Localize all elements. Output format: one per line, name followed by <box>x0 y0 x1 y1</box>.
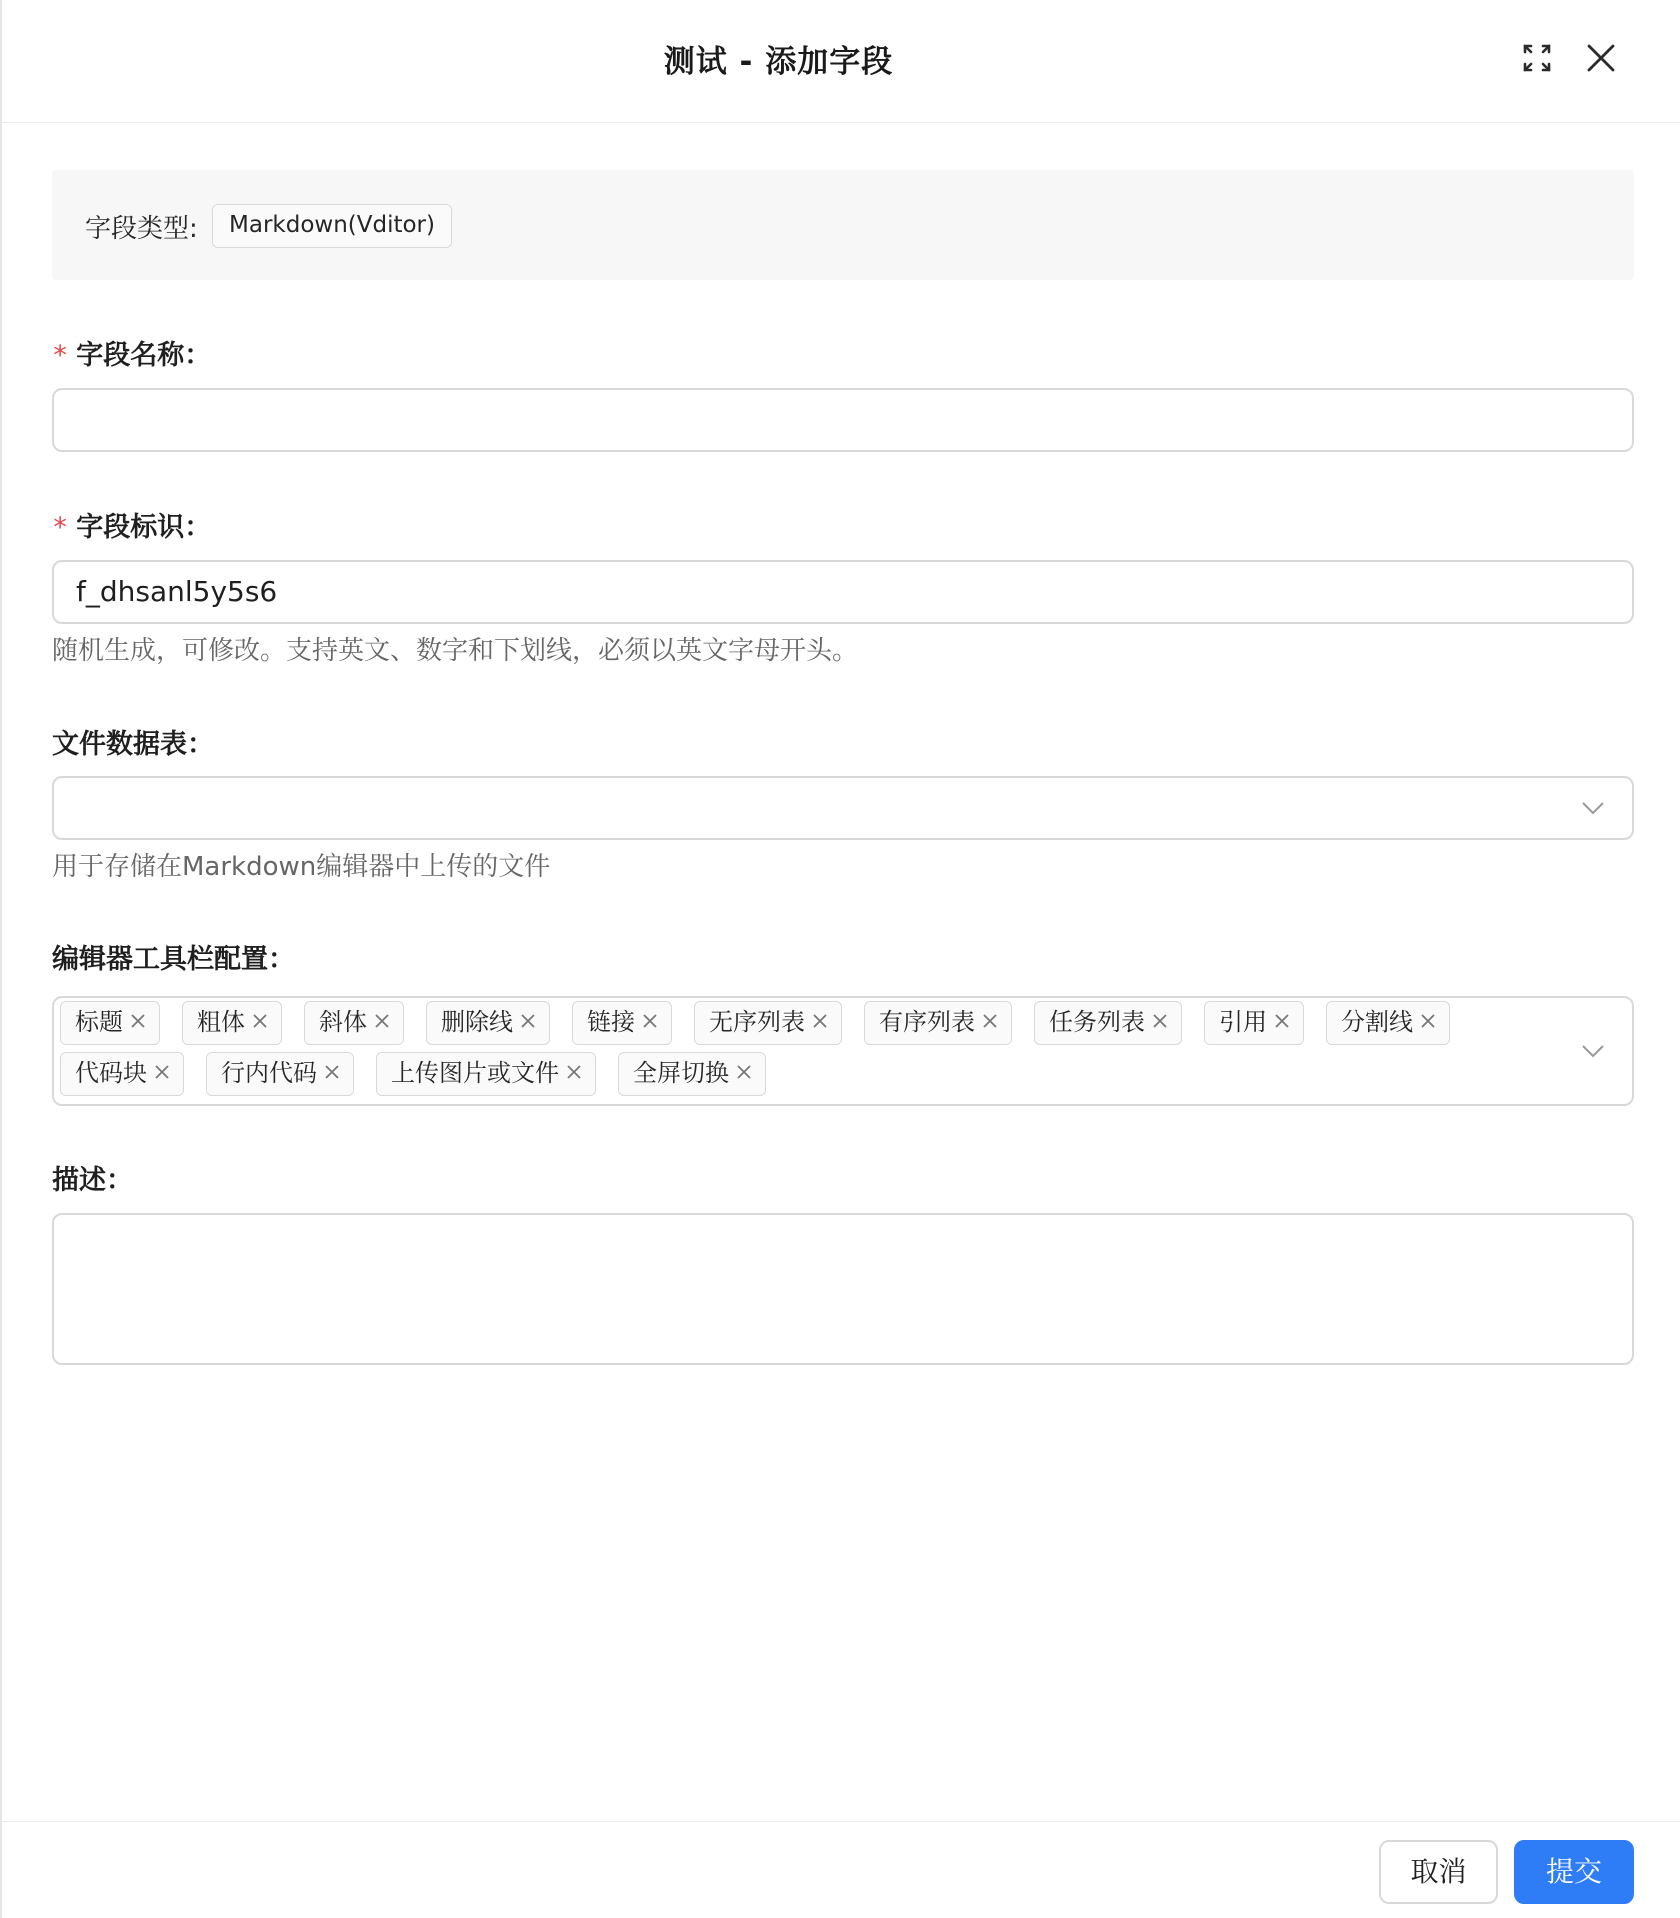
close-button[interactable] <box>1581 38 1621 78</box>
close-icon[interactable] <box>981 1012 999 1030</box>
tag-italic: 斜体 <box>304 1001 404 1045</box>
tag-ordered-list: 有序列表 <box>864 1001 1012 1045</box>
submit-button[interactable]: 提交 <box>1514 1840 1634 1904</box>
field-id-help: 随机生成，可修改。支持英文、数字和下划线，必须以英文字母开头。 <box>52 636 859 666</box>
field-type-panel <box>52 170 1634 280</box>
close-icon[interactable] <box>251 1012 269 1030</box>
close-icon[interactable] <box>735 1063 753 1081</box>
tag-fullscreen: 全屏切换 <box>618 1052 766 1096</box>
chevron-down-icon <box>1580 795 1606 821</box>
file-table-label: 文件数据表： <box>52 729 214 760</box>
tag-unordered-list: 无序列表 <box>694 1001 842 1045</box>
close-icon[interactable] <box>323 1063 341 1081</box>
required-mark: * <box>52 512 69 543</box>
close-icon[interactable] <box>519 1012 537 1030</box>
tag-heading: 标题 <box>60 1001 160 1045</box>
close-icon[interactable] <box>153 1063 171 1081</box>
cancel-button[interactable]: 取消 <box>1379 1840 1498 1904</box>
field-type-tag: Markdown(Vditor) <box>212 204 452 248</box>
drawer-title: 测试 - 添加字段 <box>663 44 894 80</box>
close-icon[interactable] <box>373 1012 391 1030</box>
close-icon[interactable] <box>1273 1012 1291 1030</box>
tag-bold: 粗体 <box>182 1001 282 1045</box>
close-icon <box>1581 38 1621 78</box>
description-textarea[interactable] <box>52 1213 1634 1365</box>
tag-quote: 引用 <box>1204 1001 1304 1045</box>
close-icon[interactable] <box>811 1012 829 1030</box>
close-icon[interactable] <box>1151 1012 1169 1030</box>
tag-inline-code: 行内代码 <box>206 1052 354 1096</box>
tag-strikethrough: 删除线 <box>426 1001 550 1045</box>
tag-divider: 分割线 <box>1326 1001 1450 1045</box>
field-name-label: * 字段名称： <box>52 340 212 371</box>
toolbar-config-label: 编辑器工具栏配置： <box>52 944 295 975</box>
expand-icon <box>1517 38 1557 78</box>
fullscreen-button[interactable] <box>1517 38 1557 78</box>
required-mark: * <box>52 340 69 371</box>
tag-link: 链接 <box>572 1001 672 1045</box>
tag-upload: 上传图片或文件 <box>376 1052 596 1096</box>
tag-code-block: 代码块 <box>60 1052 184 1096</box>
drawer-footer <box>2 1821 1680 1918</box>
file-table-select[interactable] <box>52 776 1634 840</box>
file-table-help: 用于存储在Markdown编辑器中上传的文件 <box>52 852 551 882</box>
close-icon[interactable] <box>1419 1012 1437 1030</box>
close-icon[interactable] <box>641 1012 659 1030</box>
field-name-input[interactable] <box>52 388 1634 452</box>
close-icon[interactable] <box>129 1012 147 1030</box>
field-id-label: * 字段标识： <box>52 512 212 543</box>
toolbar-config-select[interactable] <box>52 996 1634 1106</box>
tag-task-list: 任务列表 <box>1034 1001 1182 1045</box>
close-icon[interactable] <box>565 1063 583 1081</box>
field-id-input[interactable]: f_dhsanl5y5s6 <box>52 560 1634 624</box>
field-type-label: 字段类型: <box>85 214 198 244</box>
chevron-down-icon <box>1580 1038 1606 1064</box>
description-label: 描述： <box>52 1165 133 1196</box>
drawer-header <box>2 0 1680 123</box>
